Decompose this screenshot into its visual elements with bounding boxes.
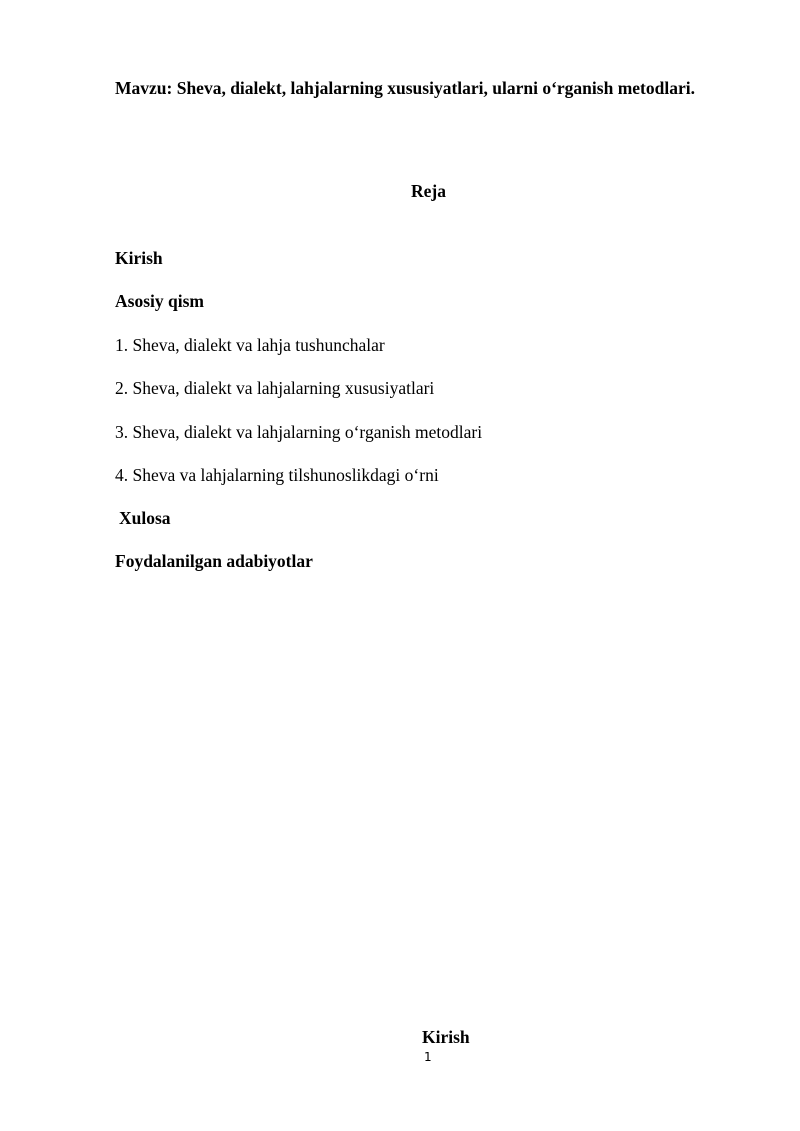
document-title: Mavzu: Sheva, dialekt, lahjalarning xususiyatlari, ularni o‘rganish metodlari. (115, 78, 695, 98)
next-section-heading: Kirish (422, 1027, 470, 1047)
plan-item: 1. Sheva, dialekt va lahja tushunchalar (115, 335, 385, 355)
intro-heading: Kirish (115, 248, 163, 268)
plan-heading: Reja (411, 181, 446, 201)
plan-item: 4. Sheva va lahjalarning tilshunoslikdagi o‘rni (115, 465, 439, 485)
plan-item: 3. Sheva, dialekt va lahjalarning o‘rganish metodlari (115, 422, 483, 442)
plan-item: 2. Sheva, dialekt va lahjalarning xususiyatlari (115, 378, 435, 398)
page-number: 1 (424, 1050, 432, 1064)
references-heading: Foydalanilgan adabiyotlar (115, 551, 313, 571)
main-part-heading: Asosiy qism (115, 291, 204, 311)
conclusion-heading: Xulosa (119, 508, 171, 528)
